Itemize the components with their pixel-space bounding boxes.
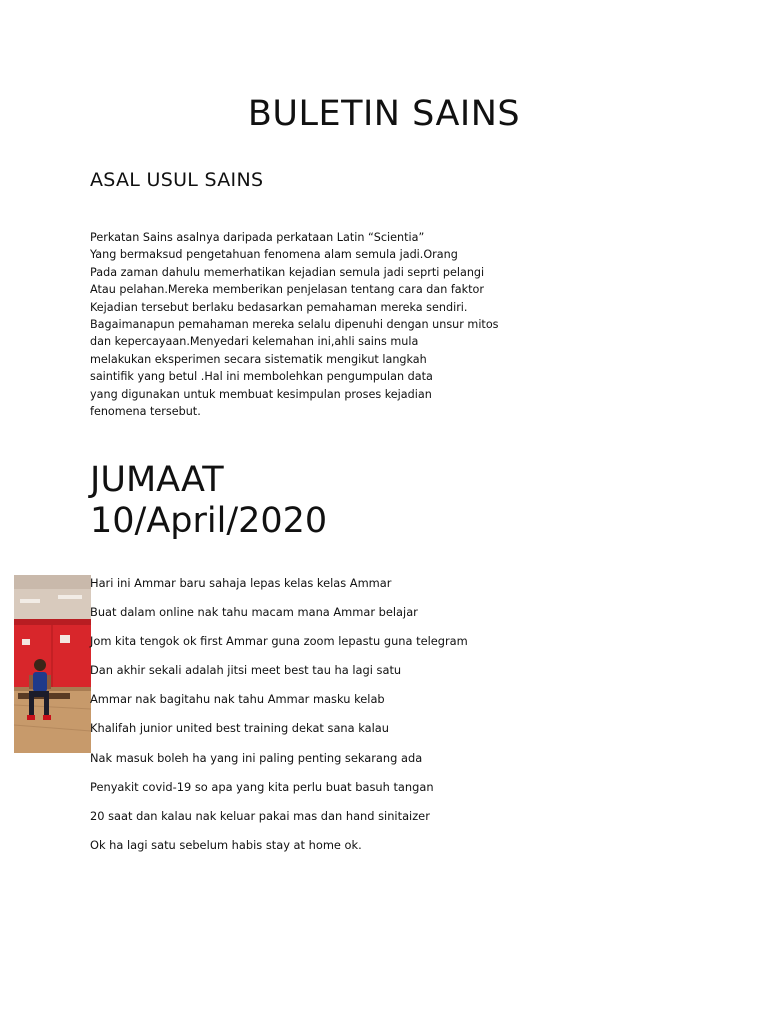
intro-line: Bagaimanapun pemahaman mereka selalu dipenuhi dengan unsur mitos	[90, 318, 499, 332]
story-line: Buat dalam online nak tahu macam mana Ammar belajar	[90, 605, 418, 620]
story-line: Hari ini Ammar baru sahaja lepas kelas kelas Ammar	[90, 576, 392, 590]
intro-line: Perkatan Sains asalnya daripada perkataan Latin “Scientia”	[90, 231, 425, 244]
section-heading: ASAL USUL SAINS	[90, 169, 264, 191]
intro-line: Yang bermaksud pengetahuan fenomena alam semula jadi.Orang	[90, 248, 458, 262]
intro-line: dan kepercayaan.Menyedari kelemahan ini,ahli sains mula	[90, 335, 419, 349]
intro-line: Pada zaman dahulu memerhatikan kejadian semula jadi seprti pelangi	[90, 265, 485, 279]
intro-line: fenomena tersebut.	[90, 405, 201, 419]
student-photo	[14, 575, 91, 753]
intro-line: saintifik yang betul .Hal ini membolehkan pengumpulan data	[90, 370, 433, 384]
date-heading	[90, 460, 327, 542]
story-paragraph	[90, 575, 650, 866]
story-line: Jom kita tengok ok first Ammar guna zoom lepastu guna telegram	[90, 634, 468, 649]
story-line: Khalifah junior united best training dekat sana kalau	[90, 721, 389, 736]
intro-line: melakukan eksperimen secara sistematik mengikut langkah	[90, 352, 427, 366]
story-line: Dan akhir sekali adalah jitsi meet best tau ha lagi satu	[90, 663, 402, 678]
story-line: 20 saat dan kalau nak keluar pakai mas dan hand sinitaizer	[90, 808, 430, 823]
page-title: BULETIN SAINS	[247, 94, 521, 134]
intro-line: Kejadian tersebut berlaku bedasarkan pemahaman mereka sendiri.	[90, 300, 468, 314]
date-day: JUMAAT	[90, 460, 224, 500]
intro-line: yang digunakan untuk membuat kesimpulan proses kejadian	[90, 387, 432, 401]
intro-paragraph	[90, 229, 560, 420]
intro-line: Atau pelahan.Mereka memberikan penjelasan tentang cara dan faktor	[90, 283, 484, 297]
story-line: Nak masuk boleh ha yang ini paling penting sekarang ada	[90, 750, 423, 765]
date-value: 10/April/2020	[90, 501, 328, 541]
story-line: Ok ha lagi satu sebelum habis stay at home ok.	[90, 837, 362, 852]
story-line: Ammar nak bagitahu nak tahu Ammar masku kelab	[90, 692, 385, 707]
story-line: Penyakit covid-19 so apa yang kita perlu buat basuh tangan	[90, 779, 434, 794]
